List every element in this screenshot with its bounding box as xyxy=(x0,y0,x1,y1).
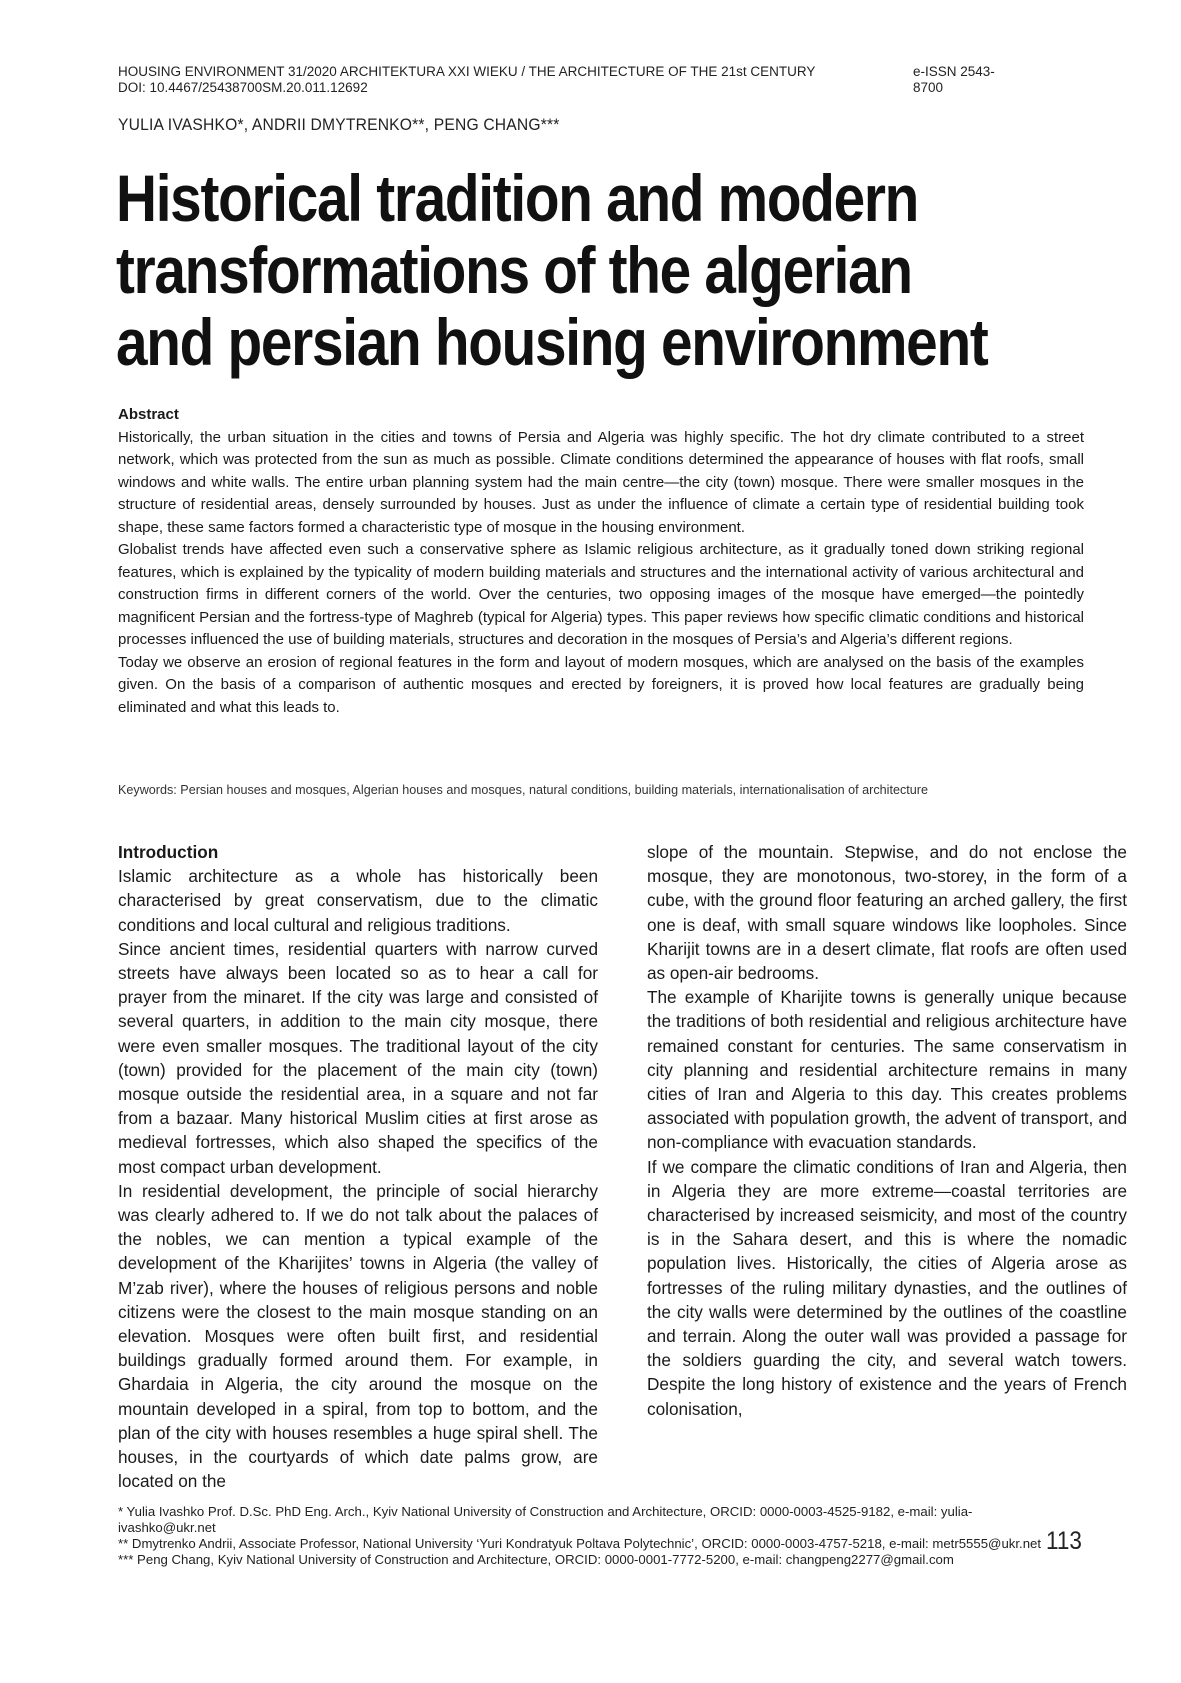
footnote: *** Peng Chang, Kyiv National University of Construction and Architecture, ORCID: 0000-0001-7772-5200, e-mail: changpeng2277@gmail.com xyxy=(118,1552,954,1567)
title-line: Historical tradition and modern xyxy=(116,161,919,235)
body-paragraph: slope of the mountain. Stepwise, and do not enclose the mosque, they are monotonous, two-storey, in the form of a cube, with the ground floor featuring an arched gallery, the first one is deaf, with small square windows like loopholes. Since Kharijit towns are in a desert climate, flat roofs are often used as open-air bedrooms. xyxy=(647,842,1127,984)
abstract-paragraph: Globalist trends have affected even such a conservative sphere as Islamic religious architecture, as it gradually toned down striking regional features, which is explained by the typicality of modern building materials and structures and the international activity of various architectural and construction firms in different corners of the world. Over the centuries, two opposing images of the mosque have emerged—the pointedly magnificent Persian and the fortress-type of Maghreb (typical for Algeria) types. This paper reviews how specific climatic conditions and historical processes influenced the use of building materials, structures and decoration in the mosques of Persia’s and Algeria’s different regions. xyxy=(118,541,1084,648)
page-number: 113 xyxy=(1046,1527,1082,1555)
paper-title xyxy=(116,161,988,379)
abstract-paragraph: Today we observe an erosion of regional features in the form and layout of modern mosques, which are analysed on the basis of the examples given. On the basis of a comparison of authentic mosques and erected by foreigners, it is proved how local features are gradually being eliminated and what this leads to. xyxy=(118,653,1084,716)
body-paragraph: The example of Kharijite towns is generally unique because the traditions of both residential and religious architecture have remained constant for centuries. The same conservatism in city planning and residential architecture remains in many cities of Iran and Algeria to this day. This creates problems associated with population growth, the advent of transport, and non-compliance with evacuation standards. xyxy=(647,987,1127,1153)
keywords-text: Persian houses and mosques, Algerian houses and mosques, natural conditions, building materials, internationalisation of architecture xyxy=(180,783,928,797)
abstract xyxy=(118,404,1084,719)
footnote: * Yulia Ivashko Prof. D.Sc. PhD Eng. Arch., Kyiv National University of Construction and Architecture, ORCID: 0000-0003-4525-9182, e-mail: yulia-ivashko@ukr.net xyxy=(118,1504,973,1535)
title-line: transformations of the algerian xyxy=(116,233,912,307)
abstract-paragraph: Historically, the urban situation in the cities and towns of Persia and Algeria was highly specific. The hot dry climate contributed to a street network, which was protected from the sun as much as possible. Climate conditions determined the appearance of houses with flat roofs, small windows and white walls. The entire urban planning system had the main centre—the city (town) mosque. There were smaller mosques in the structure of residential areas, densely surrounded by houses. Just as under the influence of climate a certain type of residential building took shape, these same factors formed a characteristic type of mosque in the housing environment. xyxy=(118,428,1084,536)
footnote: ** Dmytrenko Andrii, Associate Professor, National University ‘Yuri Kondratyuk Poltava Polytechnic’, ORCID: 0000-0003-4757-5218, e-mail: metr5555@ukr.net xyxy=(118,1536,1042,1551)
body-column-left xyxy=(118,840,598,1493)
title-line: and persian housing environment xyxy=(116,305,988,379)
body-paragraph: If we compare the climatic conditions of Iran and Algeria, then in Algeria they are more extreme—coastal territories are characterised by increased seismicity, and most of the country is in the Sahara desert, and this is where the nomadic population lives. Historically, the cities of Algeria arose as fortresses of the ruling military dynasties, and the outlines of the city walls were determined by the outlines of the coastline and terrain. Along the outer wall was provided a passage for the soldiers guarding the city, and several watch towers. Despite the long history of existence and the years of French colonisation, xyxy=(647,1156,1127,1419)
authors: YULIA IVASHKO*, ANDRII DMYTRENKO**, PENG CHANG*** xyxy=(118,115,560,134)
abstract-heading: Abstract xyxy=(118,406,179,423)
journal-line: HOUSING ENVIRONMENT 31/2020 ARCHITEKTURA XXI WIEKU / THE ARCHITECTURE OF THE 21st CENTURY xyxy=(118,64,816,79)
body-column-right xyxy=(647,840,1127,1421)
doi: DOI: 10.4467/25438700SM.20.011.12692 xyxy=(118,80,368,95)
body-paragraph: In residential development, the principle of social hierarchy was clearly adhered to. If we do not talk about the palaces of the nobles, we can mention a typical example of the development of the Kharijites’ towns in Algeria (the valley of M’zab river), where the houses of religious persons and noble citizens were the closest to the main mosque standing on an elevation. Mosques were often built first, and residential buildings gradually formed around them. For example, in Ghardaia in Algeria, the city around the mosque on the mountain developed in a spiral, from top to bottom, and the plan of the city with houses resembles a huge spiral shell. The houses, in the courtyards of which date palms grow, are located on the xyxy=(118,1180,598,1492)
issn: e-ISSN 2543-8700 xyxy=(913,64,995,95)
body-paragraph: Islamic architecture as a whole has historically been characterised by great conservatism, due to the climatic conditions and local cultural and religious traditions. xyxy=(118,866,598,935)
running-header xyxy=(118,64,1018,96)
section-heading-introduction: Introduction xyxy=(118,842,219,862)
body-paragraph: Since ancient times, residential quarters with narrow curved streets have always been located so as to hear a call for prayer from the minaret. If the city was large and consisted of several quarters, in addition to the main city mosque, there were even smaller mosques. The traditional layout of the city (town) provided for the placement of the main city (town) mosque outside the residential area, in a square and not far from a bazaar. Many historical Muslim cities at first arose as medieval fortresses, which also shaped the specifics of the most compact urban development. xyxy=(118,938,598,1177)
keywords-label: Keywords: xyxy=(118,783,177,797)
keywords xyxy=(118,783,1098,797)
footnotes xyxy=(118,1504,1048,1568)
